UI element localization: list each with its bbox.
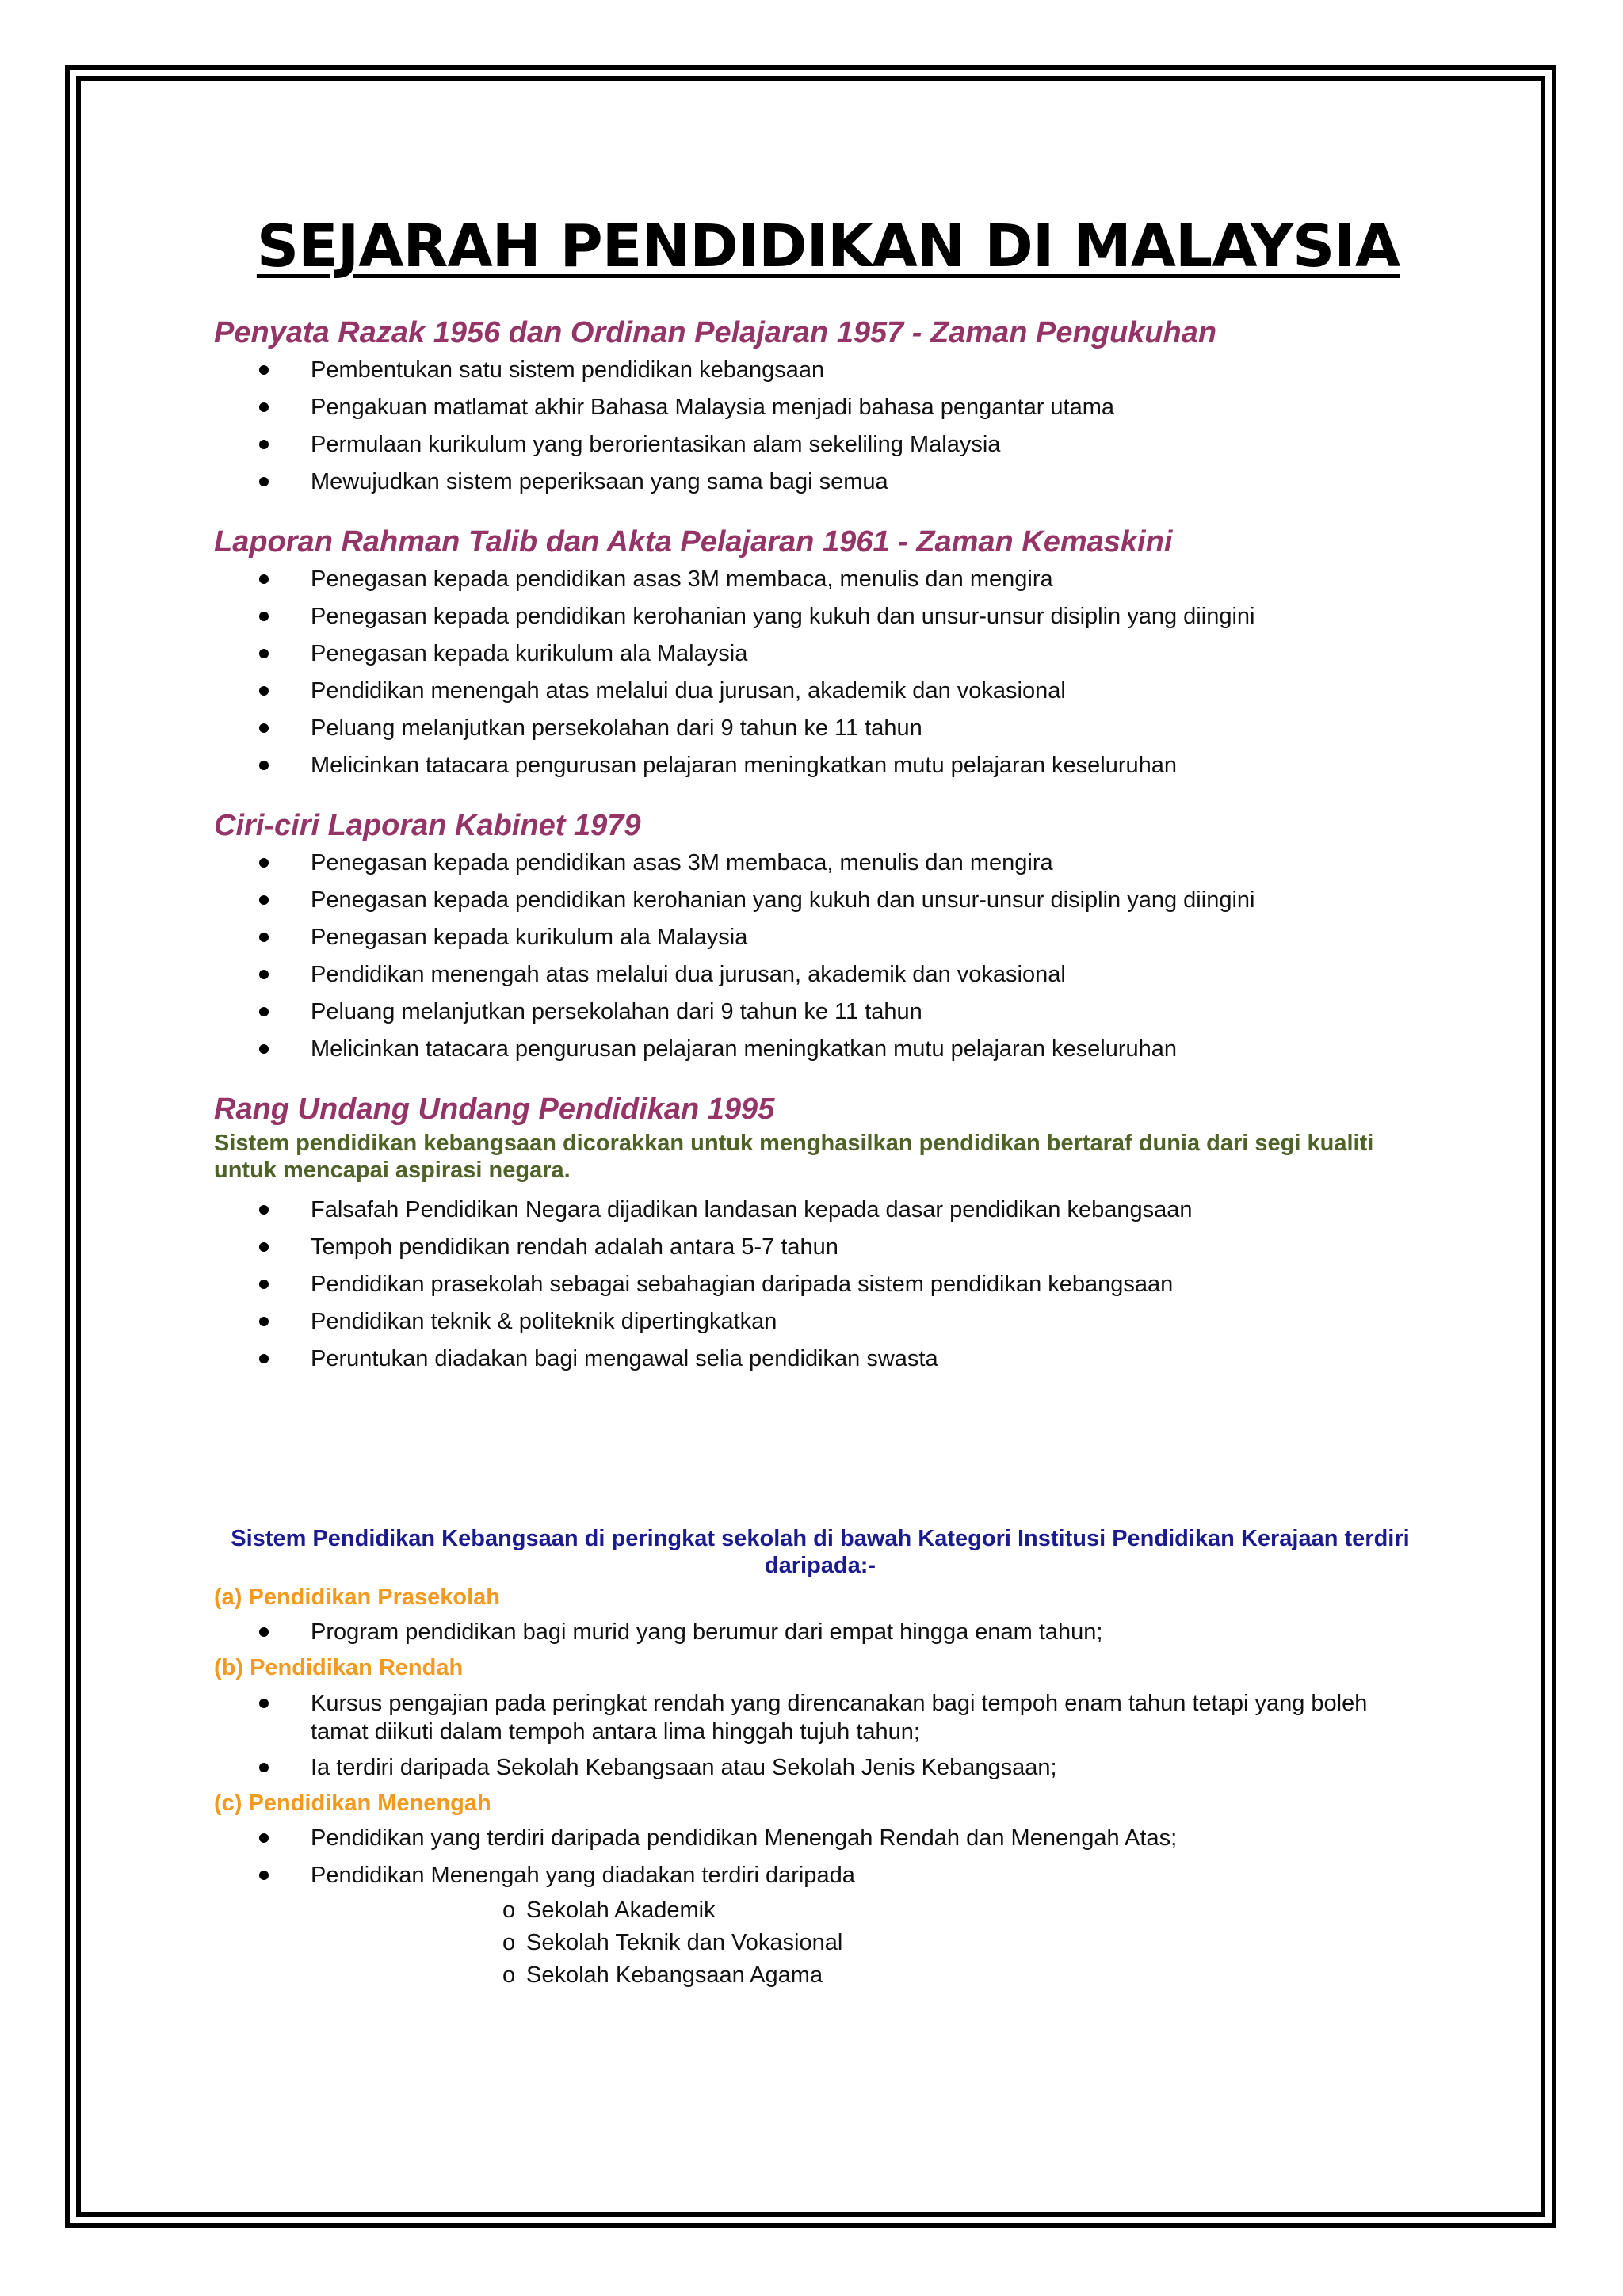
list-menengah xyxy=(214,1820,1434,1894)
section-heading-penyata-razak: Penyata Razak 1956 dan Ordinan Pelajaran 1957 - Zaman Pengukuhan xyxy=(214,316,1217,349)
list-item: Pendidikan teknik & politeknik dipertingkatkan xyxy=(311,1303,1434,1341)
list-item: o Sekolah Kebangsaan Agama xyxy=(502,1959,1434,1992)
list-item: Pendidikan menengah atas melalui dua jurusan, akademik dan vokasional xyxy=(311,956,1434,994)
section-list-rahman-talib xyxy=(214,561,1434,784)
list-item: o Sekolah Akademik xyxy=(502,1894,1434,1927)
list-item: Pengakuan matlamat akhir Bahasa Malaysia menjadi bahasa pengantar utama xyxy=(311,389,1434,426)
bullet-icon xyxy=(259,1833,269,1843)
list-jenis-sekolah xyxy=(214,1894,1434,1992)
bullet-icon xyxy=(259,1354,269,1363)
bullet-icon xyxy=(259,1763,269,1772)
list-item: Mewujudkan sistem peperiksaan yang sama bagi semua xyxy=(311,463,1434,501)
bullet-icon xyxy=(259,723,269,733)
list-item: Penegasan kepada pendidikan kerohanian yang kukuh dan unsur-unsur disiplin yang diingini xyxy=(311,882,1434,919)
bullet-icon xyxy=(259,895,269,905)
bullet-icon xyxy=(259,1007,269,1016)
list-item: Penegasan kepada pendidikan asas 3M membaca, menulis dan mengira xyxy=(311,845,1434,882)
list-item: Pendidikan menengah atas melalui dua jurusan, akademik dan vokasional xyxy=(311,673,1434,710)
bullet-icon xyxy=(259,1699,269,1708)
section-lead-rang-undang: Sistem pendidikan kebangsaan dicorakkan untuk menghasilkan pendidikan bertaraf dunia dari segi kualiti untuk mencapai aspirasi negara. xyxy=(214,1131,1374,1183)
section-heading-rang-undang: Rang Undang Undang Pendidikan 1995 xyxy=(214,1093,775,1126)
list-item: Ia terdiri daripada Sekolah Kebangsaan atau Sekolah Jenis Kebangsaan; xyxy=(311,1749,1434,1787)
bullet-icon xyxy=(259,402,269,412)
bullet-icon xyxy=(259,1317,269,1326)
list-item: Falsafah Pendidikan Negara dijadikan landasan kepada dasar pendidikan kebangsaan xyxy=(311,1192,1434,1229)
section-list-rang-undang xyxy=(214,1192,1434,1378)
circle-bullet-icon: o xyxy=(502,1897,516,1923)
list-item: Pendidikan Menengah yang diadakan terdiri daripada xyxy=(311,1857,1434,1894)
bullet-icon xyxy=(259,440,269,449)
bullet-icon xyxy=(259,1280,269,1289)
bullet-icon xyxy=(259,649,269,658)
list-item: Peluang melanjutkan persekolahan dari 9 tahun ke 11 tahun xyxy=(311,710,1434,747)
bullet-icon xyxy=(259,1044,269,1054)
bullet-icon xyxy=(259,612,269,621)
label-prasekolah: (a) Pendidikan Prasekolah xyxy=(214,1585,501,1610)
list-item: o Sekolah Teknik dan Vokasional xyxy=(502,1927,1434,1959)
bullet-icon xyxy=(259,574,269,584)
bullet-icon xyxy=(259,1242,269,1252)
bullet-icon xyxy=(259,686,269,696)
section-list-penyata-razak xyxy=(214,352,1434,501)
label-rendah: (b) Pendidikan Rendah xyxy=(214,1655,464,1680)
list-item: Pendidikan yang terdiri daripada pendidikan Menengah Rendah dan Menengah Atas; xyxy=(311,1820,1434,1857)
section-list-laporan-kabinet xyxy=(214,845,1434,1068)
list-item: Melicinkan tatacara pengurusan pelajaran meningkatkan mutu pelajaran keseluruhan xyxy=(311,1031,1434,1068)
bullet-icon xyxy=(259,477,269,486)
list-item: Program pendidikan bagi murid yang berumur dari empat hingga enam tahun; xyxy=(311,1614,1434,1651)
list-item: Penegasan kepada kurikulum ala Malaysia xyxy=(311,919,1434,956)
list-item: Penegasan kepada pendidikan asas 3M membaca, menulis dan mengira xyxy=(311,561,1434,598)
sistem-heading: Sistem Pendidikan Kebangsaan di peringkat sekolah di bawah Kategori Institusi Pendidikan Kerajaan terdiri daripada:- xyxy=(231,1526,1410,1578)
list-prasekolah xyxy=(214,1614,1434,1651)
list-item: Kursus pengajian pada peringkat rendah yang direncanakan bagi tempoh enam tahun tetapi yang boleh tamat diikuti dalam tempoh antara lima hinggah tujuh tahun; xyxy=(311,1684,1404,1749)
list-rendah xyxy=(214,1684,1434,1787)
list-item: Pendidikan prasekolah sebagai sebahagian daripada sistem pendidikan kebangsaan xyxy=(311,1266,1434,1303)
list-item: Melicinkan tatacara pengurusan pelajaran meningkatkan mutu pelajaran keseluruhan xyxy=(311,747,1434,784)
circle-bullet-icon: o xyxy=(502,1962,516,1988)
bullet-icon xyxy=(259,365,269,375)
section-heading-rahman-talib: Laporan Rahman Talib dan Akta Pelajaran 1961 - Zaman Kemaskini xyxy=(214,525,1173,559)
circle-bullet-icon: o xyxy=(502,1930,516,1955)
list-item: Penegasan kepada kurikulum ala Malaysia xyxy=(311,635,1434,673)
section-heading-laporan-kabinet: Ciri-ciri Laporan Kabinet 1979 xyxy=(214,809,641,842)
label-menengah: (c) Pendidikan Menengah xyxy=(214,1791,491,1816)
bullet-icon xyxy=(259,858,269,868)
list-item: Peruntukan diadakan bagi mengawal selia pendidikan swasta xyxy=(311,1341,1434,1378)
document-content xyxy=(214,212,1434,1992)
list-item: Peluang melanjutkan persekolahan dari 9 tahun ke 11 tahun xyxy=(311,994,1434,1031)
bullet-icon xyxy=(259,1871,269,1880)
bullet-icon xyxy=(259,1627,269,1637)
bullet-icon xyxy=(259,970,269,979)
list-item: Tempoh pendidikan rendah adalah antara 5-7 tahun xyxy=(311,1229,1434,1266)
page-title: SEJARAH PENDIDIKAN DI MALAYSIA xyxy=(256,212,1400,280)
bullet-icon xyxy=(259,761,269,770)
list-item: Penegasan kepada pendidikan kerohanian yang kukuh dan unsur-unsur disiplin yang diingini xyxy=(311,598,1434,635)
list-item: Pembentukan satu sistem pendidikan kebangsaan xyxy=(311,352,1434,389)
bullet-icon xyxy=(259,933,269,942)
bullet-icon xyxy=(259,1205,269,1215)
list-item: Permulaan kurikulum yang berorientasikan alam sekeliling Malaysia xyxy=(311,426,1434,463)
